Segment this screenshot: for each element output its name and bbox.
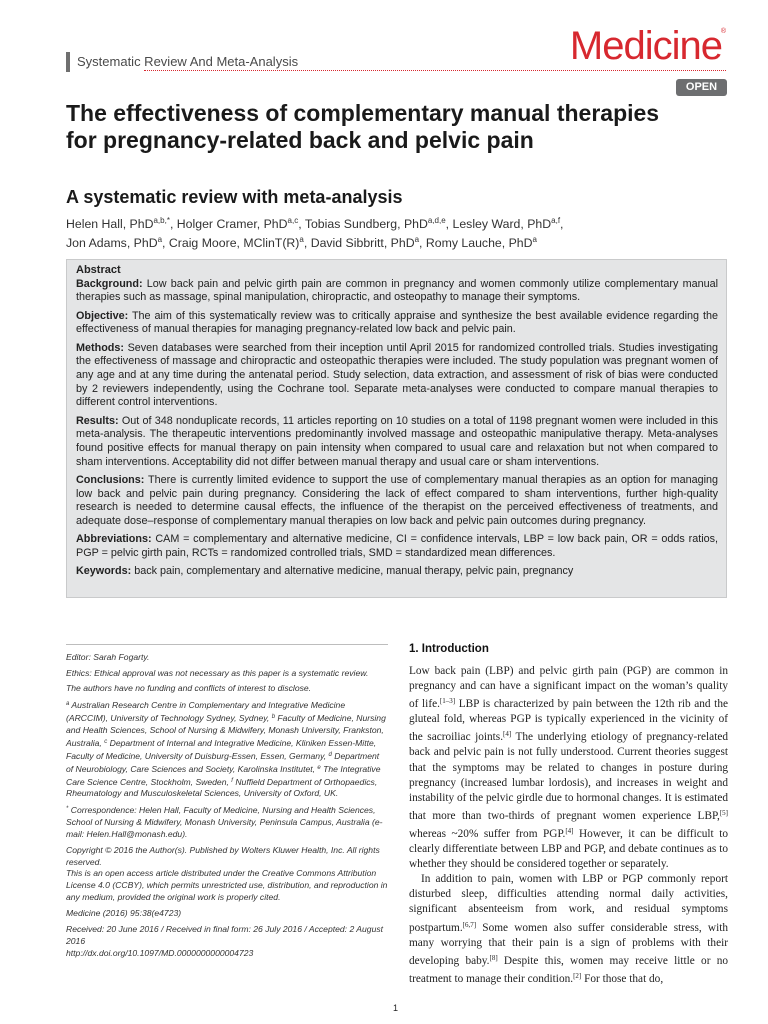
body-text-run: However, it can be difficult to clearly differentiate between LBP and PGP, and debate continues as to whether they should be considered together or separately. (409, 827, 728, 871)
abstract-background (76, 278, 718, 305)
affiliation-mark: a,d,e (427, 216, 446, 225)
author-name: Holger Cramer, PhD (176, 217, 288, 231)
citation-note: Medicine (2016) 95:38(e4723) (66, 908, 182, 918)
body-text-run: Low back pain (LBP) and pelvic girth pain (PGP) are common in pregnancy and can have a significant impact on the woman’s quality of life. (409, 665, 728, 711)
abstract-text: Seven databases were searched from their inception until April 2015 for randomized controlled trials. Studies investigating the effectiveness of massage and chiropractic and osteopathic therapies were included. The study population was pregnant women of any age and at any time during the antenatal period. Study selection, data extraction, and assessment of risk of bias were conducted by 2 reviewers independently, using the Cochrane tool. Separate meta-analyses were conducted to compare manual therapies to different control interventions. (76, 341, 718, 409)
body-paragraph (409, 872, 728, 987)
author-name: Tobias Sundberg, PhD (304, 217, 428, 231)
author-name: Lesley Ward, PhD (452, 217, 552, 231)
license-note: This is an open access article distributed under the Creative Commons Attribution License 4.0 (CCBY), which permits unrestricted use, distribution, and reproduction in any medium, provided the original work is properly cited. (66, 868, 388, 903)
author-name: David Sibbritt, PhD (310, 236, 415, 250)
article-subtitle: A systematic review with meta-analysis (66, 187, 403, 207)
author-separator: , (162, 236, 169, 250)
body-text-run: LBP is characterized by pain between the 12th rib and the gluteal fold, whereas PGP is typically experienced in the vicinity of the sacroiliac joints. (409, 698, 728, 744)
affiliation-text: Nuffield Department of Orthopaedics, Rheumatology and Musculoskeletal Sciences, University of Oxford, UK. (66, 776, 378, 799)
section-bar (66, 52, 70, 72)
correspondence-text: Correspondence: Helen Hall, Faculty of Medicine, Nursing and Health Sciences, School of Nursing & Midwifery, Monash University, Peninsula Campus, Australia (e-mail: Helen.Hall@monash.edu). (66, 805, 383, 839)
body-paragraph (409, 664, 728, 872)
citation-link[interactable]: [8] (489, 953, 498, 962)
affiliation-mark: c (104, 738, 108, 745)
affiliation-text: The Integrative Care Science Centre, Stockholm, Sweden, (66, 763, 381, 787)
abstract-text: The aim of this systematically review was to critically appraise and synthesize the best available evidence regarding the effectiveness of manual therapies for managing pregnancy-related low back and pelvic pain. (76, 309, 718, 336)
page-number: 1 (393, 1003, 399, 1013)
body-text-run: For those that do, (581, 972, 664, 985)
open-access-badge: OPEN (676, 79, 727, 96)
editor-note: Editor: Sarah Fogarty. (66, 652, 150, 662)
affiliation-mark: a (414, 235, 420, 244)
citation-link[interactable]: [4] (503, 730, 512, 739)
footnotes (66, 652, 388, 963)
abstract-label: Results: (76, 414, 119, 427)
author-separator: , (560, 217, 564, 231)
author-name: Craig Moore, MClinT(R) (168, 236, 300, 250)
author-separator: , (303, 236, 311, 250)
affiliation-mark: d (328, 751, 332, 758)
body-text-run: Some women also suffer considerable stress, with many worrying that their pain is a sign of problems with their developing baby. (409, 921, 728, 967)
abstract-results (76, 415, 718, 470)
author-separator: , (445, 217, 453, 231)
author-name: Jon Adams, PhD (66, 236, 158, 250)
funding-note: The authors have no funding and conflicts of interest to disclose. (66, 683, 312, 694)
affiliation-mark: a,f (551, 216, 561, 225)
abstract-box (66, 259, 727, 598)
citation-link[interactable]: [5] (719, 808, 728, 817)
abstract-label: Background: (76, 277, 143, 290)
affiliation-text: Department of Internal and Integrative Medicine, Kliniken Essen-Mitte, Faculty of Medicine, University of Duisburg-Essen, Essen, Germany, (66, 737, 377, 761)
correspondence-mark: * (66, 806, 69, 813)
abstract-text: back pain, complementary and alternative medicine, manual therapy, pelvic pain, pregnancy (131, 565, 574, 578)
author-separator: , (419, 236, 426, 250)
section-heading-introduction: 1. Introduction (409, 643, 489, 655)
ethics-note: Ethics: Ethical approval was not necessary as this paper is a systematic review. (66, 667, 369, 678)
running-header (66, 24, 726, 80)
abstract-heading: Abstract (76, 264, 121, 276)
author-separator: , (169, 217, 177, 231)
body-text-run: In addition to pain, women with LBP or PGP commonly report disturbed sleep, difficulties attending normal daily activities, significant absenteeism from work, and residual symptoms postpartum. (409, 873, 728, 934)
affiliation-text: Australian Research Centre in Complementary and Integrative Medicine (ARCCIM), University of Technology Sydney, Sydney, (66, 700, 346, 724)
abstract-abbreviations (76, 533, 718, 560)
affiliation-mark: a,b,* (153, 216, 170, 225)
author-name: Romy Lauche, PhD (425, 236, 533, 250)
article-type-label: Systematic Review And Meta-Analysis (77, 54, 299, 69)
affiliation-mark: a (157, 235, 163, 244)
footnote-rule (66, 644, 388, 645)
citation-link[interactable]: [6,7] (462, 920, 477, 929)
body-text (409, 664, 728, 987)
author-name: Helen Hall, PhD (66, 217, 154, 231)
abstract-conclusions (76, 474, 718, 529)
article-title: The effectiveness of complementary manual therapies for pregnancy-related back and pelvic pain (66, 100, 660, 153)
affiliations-note (66, 699, 388, 800)
header-rule (144, 70, 726, 71)
abstract-text: Low back pain and pelvic girth pain are common in pregnancy and women commonly utilize complementary manual therapies such as massage, spinal manipulation, chiropractic, and osteopathy to manage their symptoms. (76, 277, 718, 304)
abstract-label: Objective: (76, 309, 129, 322)
abstract-text: There is currently limited evidence to support the use of complementary manual therapies as an option for managing low back and pelvic pain during pregnancy. Considering the lack of effect compared to sham interventions, further high-quality research is needed to determine causal effects, the influence of the therapist on the perceived effectiveness of treatments, and adequate dose–response of complementary manual therapies on low back and pelvic pain outcomes during pregnancy. (76, 473, 718, 527)
body-text-run: The underlying etiology of pregnancy-related back and pelvic pain is not fully understood. Current theories suggest that the symptoms may be related to changes in posture during pregnancy (increased lumbar lordosis), and increases in weight and instability of the pelvic girdle due to hormonal changes. It is estimated that more than two-thirds of pregnant women experience LBP, (409, 731, 728, 822)
affiliation-text: Faculty of Medicine, Nursing and Health Sciences, School of Nursing & Midwifery, Monash University, Frankston, Australia, (66, 713, 386, 748)
body-text-run: Despite this, women may receive little or no treatment to manage their condition. (409, 954, 728, 985)
affiliation-mark: a (299, 235, 304, 244)
citation-link[interactable]: [1–3] (439, 697, 456, 706)
abstract-label: Conclusions: (76, 473, 145, 486)
abstract-text: Out of 348 nonduplicate records, 11 articles reporting on 10 studies on a total of 1198 pregnant women were included in this meta-analysis. The therapeutic interventions predominantly involved massage and osteopathic manipulative therapy. Meta-analyses found positive effects for manual therapy on pain intensity when compared to usual care and relaxation but not when compared to sham interventions. Acceptability did not differ between manual therapy and usual care or sham interventions. (76, 414, 718, 468)
abstract-objective (76, 310, 718, 337)
copyright-note: Copyright © 2016 the Author(s). Published by Wolters Kluwer Health, Inc. All rights reserved. (66, 844, 380, 867)
abstract-text: CAM = complementary and alternative medicine, CI = confidence intervals, LBP = low back pain, OR = odds ratios, PGP = pelvic girth pain, RCTs = randomized controlled trials, SMD = standardized mean differences. (76, 533, 718, 559)
affiliation-mark: a (66, 701, 70, 708)
affiliation-text: Department of Neurobiology, Care Sciences and Society, Karolinska Institutet, (66, 750, 380, 774)
correspondence-note (66, 804, 388, 841)
author-list (66, 213, 706, 251)
abstract-label: Keywords: (76, 565, 132, 578)
affiliation-mark: a (532, 235, 537, 244)
doi-link[interactable]: http://dx.doi.org/10.1097/MD.0000000000004723 (66, 947, 254, 958)
registered-mark: ® (720, 28, 726, 35)
citation-link[interactable]: [4] (565, 826, 574, 835)
abstract-label: Abbreviations: (76, 533, 152, 546)
body-text-run: whereas ~20% suffer from PGP. (409, 827, 566, 840)
author-separator: , (298, 217, 305, 231)
abstract-methods (76, 342, 718, 411)
journal-logo: Medicine (569, 24, 722, 68)
abstract-keywords (76, 565, 718, 579)
affiliation-mark: e (317, 764, 321, 771)
affiliation-mark: f (231, 777, 233, 784)
affiliation-mark: a,c (287, 216, 299, 225)
affiliation-mark: b (271, 714, 276, 721)
citation-link[interactable]: [2] (573, 971, 582, 980)
dates-note: Received: 20 June 2016 / Received in final form: 26 July 2016 / Accepted: 2 August 2016 (66, 923, 384, 946)
abstract-label: Methods: (76, 341, 124, 354)
